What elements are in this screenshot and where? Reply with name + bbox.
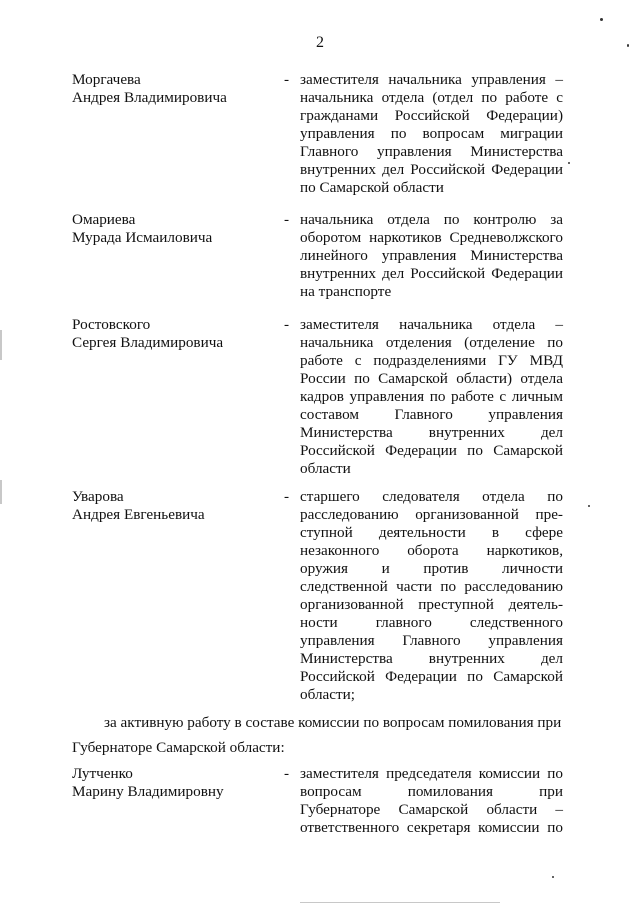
position-line: управления по вопросам миграции: [300, 125, 563, 142]
position-line: составом Главного управления: [300, 406, 563, 423]
recipient-name: [72, 488, 272, 524]
position-line: начальника отдела по контролю за: [300, 211, 563, 228]
page-number: 2: [316, 34, 324, 51]
position-line: области: [300, 460, 351, 477]
given-names: Марину Владимировну: [72, 783, 224, 800]
given-names: Сергея Владимировича: [72, 334, 224, 351]
position-line: на транспорте: [300, 283, 392, 300]
position-line: начальника отделения (отделение по: [300, 334, 563, 351]
recipient-position: [300, 71, 563, 197]
surname: Ростовского: [72, 316, 151, 333]
position-line: Главного управления Министерства: [300, 143, 563, 160]
position-line: организованной преступной деятель-: [300, 596, 563, 613]
scan-speck: [600, 18, 603, 21]
position-line: области;: [300, 686, 355, 703]
recipient-position: [300, 488, 563, 704]
position-line: Министерства внутренних дел: [300, 424, 563, 441]
position-line: Губернаторе Самарской области –: [300, 801, 563, 818]
scan-speck: [588, 505, 590, 507]
recipient-position: [300, 316, 563, 478]
surname: Уварова: [72, 488, 124, 505]
position-line: Российской Федерации по Самарской: [300, 442, 563, 459]
position-line: следственной части по расследованию: [300, 578, 563, 595]
recipient-name: [72, 316, 272, 352]
position-line: ности главного следственного: [300, 614, 563, 631]
position-line: вопросам помилования при: [300, 783, 563, 800]
section-paragraph-line: за активную работу в составе комиссии по вопросам помилования при: [104, 714, 562, 731]
given-names: Андрея Евгеньевича: [72, 506, 205, 523]
surname: Омариева: [72, 211, 136, 228]
recipient-name: [72, 765, 272, 801]
position-line: расследованию организованной пре-: [300, 506, 563, 523]
position-line: оружия и против личности: [300, 560, 563, 577]
position-line: Российской Федерации по Самарской: [300, 668, 563, 685]
position-line: России по Самарской области) отдела: [300, 370, 563, 387]
list-dash: -: [284, 71, 290, 88]
recipient-position: [300, 765, 563, 837]
position-line: начальника отдела (отдел по работе с: [300, 89, 563, 106]
scan-edge: [0, 480, 2, 504]
position-line: ответственного секретаря комиссии по: [300, 819, 563, 836]
position-line: внутренних дел Российской Федерации: [300, 265, 563, 282]
position-line: заместителя председателя комиссии по: [300, 765, 563, 782]
list-dash: -: [284, 488, 290, 505]
position-line: заместителя начальника отдела –: [300, 316, 563, 333]
scan-speck: [568, 162, 570, 164]
list-dash: -: [284, 211, 290, 228]
scan-speck: [552, 876, 554, 878]
scan-speck: [627, 44, 629, 47]
recipient-name: [72, 71, 272, 107]
position-line: Министерства внутренних дел: [300, 650, 563, 667]
list-dash: -: [284, 765, 290, 782]
position-line: незаконного оборота наркотиков,: [300, 542, 563, 559]
given-names: Мурада Исмаиловича: [72, 229, 213, 246]
section-paragraph-line: Губернаторе Самарской области:: [72, 739, 285, 756]
position-line: старшего следователя отдела по: [300, 488, 563, 505]
position-line: гражданами Российской Федерации): [300, 107, 563, 124]
scan-edge: [0, 330, 2, 360]
position-line: оборотом наркотиков Средневолжского: [300, 229, 563, 246]
position-line: работе с подразделениями ГУ МВД: [300, 352, 563, 369]
recipient-position: [300, 211, 563, 301]
position-line: управления Главного управления: [300, 632, 563, 649]
surname: Моргачева: [72, 71, 141, 88]
position-line: кадров управления по работе с личным: [300, 388, 563, 405]
list-dash: -: [284, 316, 290, 333]
position-line: линейного управления Министерства: [300, 247, 563, 264]
position-line: по Самарской области: [300, 179, 444, 196]
scan-edge: [300, 902, 500, 903]
position-line: внутренних дел Российской Федерации: [300, 161, 563, 178]
recipient-name: [72, 211, 272, 247]
position-line: заместителя начальника управления –: [300, 71, 563, 88]
position-line: ступной деятельности в сфере: [300, 524, 563, 541]
given-names: Андрея Владимировича: [72, 89, 227, 106]
surname: Лутченко: [72, 765, 133, 782]
